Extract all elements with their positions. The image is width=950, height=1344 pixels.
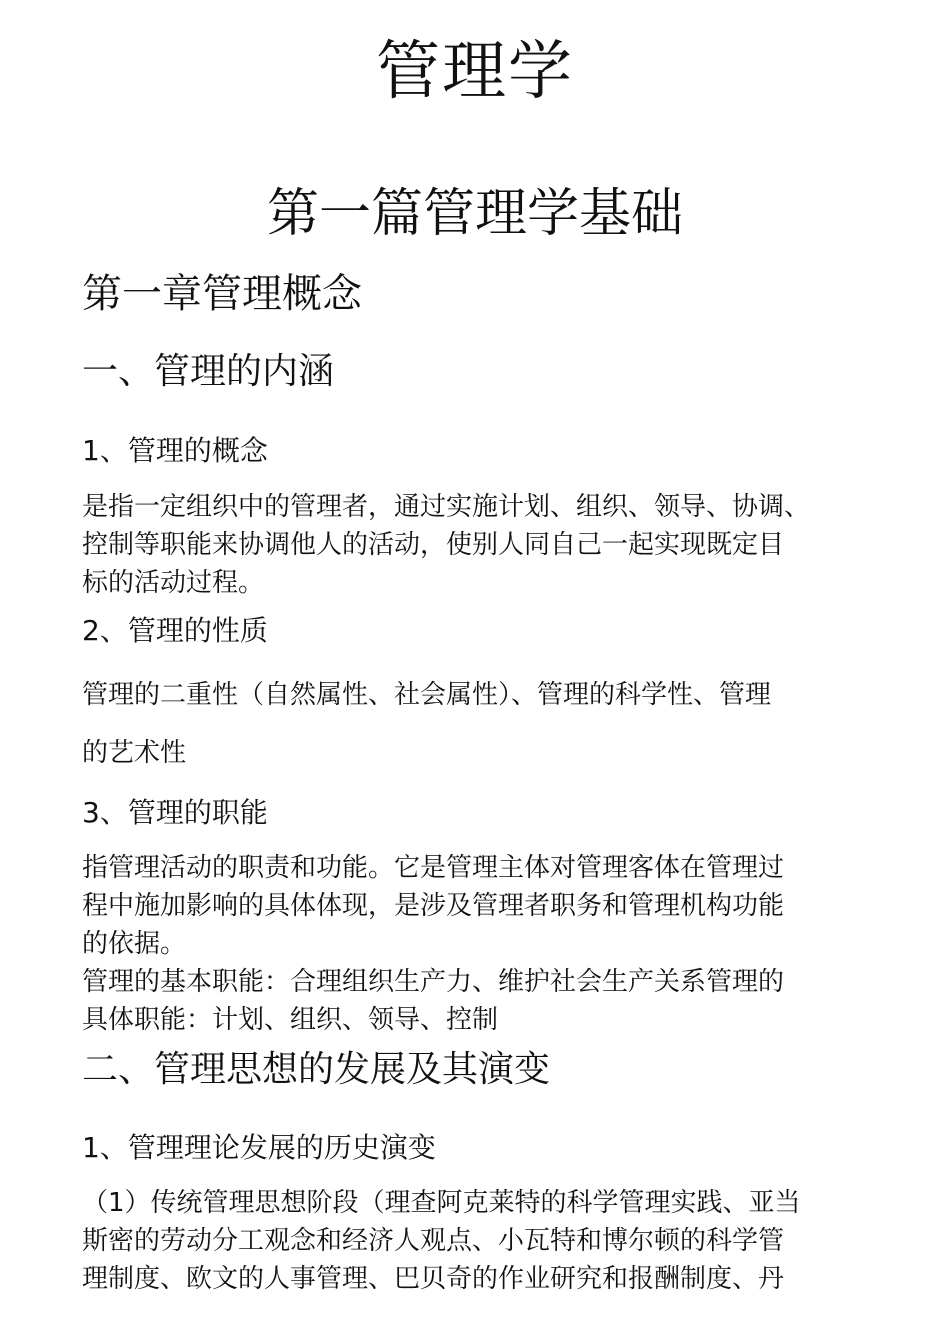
paragraph-line: （1）传统管理思想阶段（理查阿克莱特的科学管理实践、亚当 bbox=[82, 1188, 801, 1218]
subsection-title-1-2: 2、管理的性质 bbox=[82, 614, 268, 647]
section-title-1: 一、管理的内涵 bbox=[82, 351, 335, 392]
paragraph-line: 的依据。 bbox=[82, 929, 187, 959]
subsection-title-1-3: 3、管理的职能 bbox=[82, 796, 268, 829]
paragraph-1-1 bbox=[82, 488, 810, 602]
chapter-title: 第一章管理概念 bbox=[82, 271, 362, 317]
paragraph-line: 标的活动过程。 bbox=[82, 568, 265, 598]
section-title-2: 二、管理思想的发展及其演变 bbox=[82, 1049, 551, 1090]
paragraph-1-3 bbox=[82, 849, 784, 1039]
part-title: 第一篇管理学基础 bbox=[266, 184, 683, 244]
paragraph-line: 管理的基本职能：合理组织生产力、维护社会生产关系管理的 bbox=[82, 967, 785, 997]
paragraph-line: 指管理活动的职责和功能。它是管理主体对管理客体在管理过 bbox=[82, 853, 785, 883]
paragraph-1-2-line-1: 管理的二重性（自然属性、社会属性）、管理的科学性、管理 bbox=[82, 680, 772, 710]
document-title: 管理学 bbox=[376, 35, 574, 109]
subsection-title-1-1: 1、管理的概念 bbox=[82, 434, 268, 467]
paragraph-line: 控制等职能来协调他人的活动，使别人同自己一起实现既定目 bbox=[82, 530, 785, 560]
paragraph-line: 程中施加影响的具体体现，是涉及管理者职务和管理机构功能 bbox=[82, 891, 785, 921]
paragraph-2-1 bbox=[82, 1184, 801, 1298]
subsection-title-2-1: 1、管理理论发展的历史演变 bbox=[82, 1131, 436, 1164]
paragraph-line: 具体职能：计划、组织、领导、控制 bbox=[82, 1005, 499, 1035]
paragraph-line: 理制度、欧文的人事管理、巴贝奇的作业研究和报酬制度、丹 bbox=[82, 1264, 785, 1294]
paragraph-1-2-line-2: 的艺术性 bbox=[82, 738, 187, 768]
paragraph-line: 斯密的劳动分工观念和经济人观点、小瓦特和博尔顿的科学管 bbox=[82, 1226, 785, 1256]
paragraph-line: 是指一定组织中的管理者，通过实施计划、组织、领导、协调、 bbox=[82, 492, 811, 522]
